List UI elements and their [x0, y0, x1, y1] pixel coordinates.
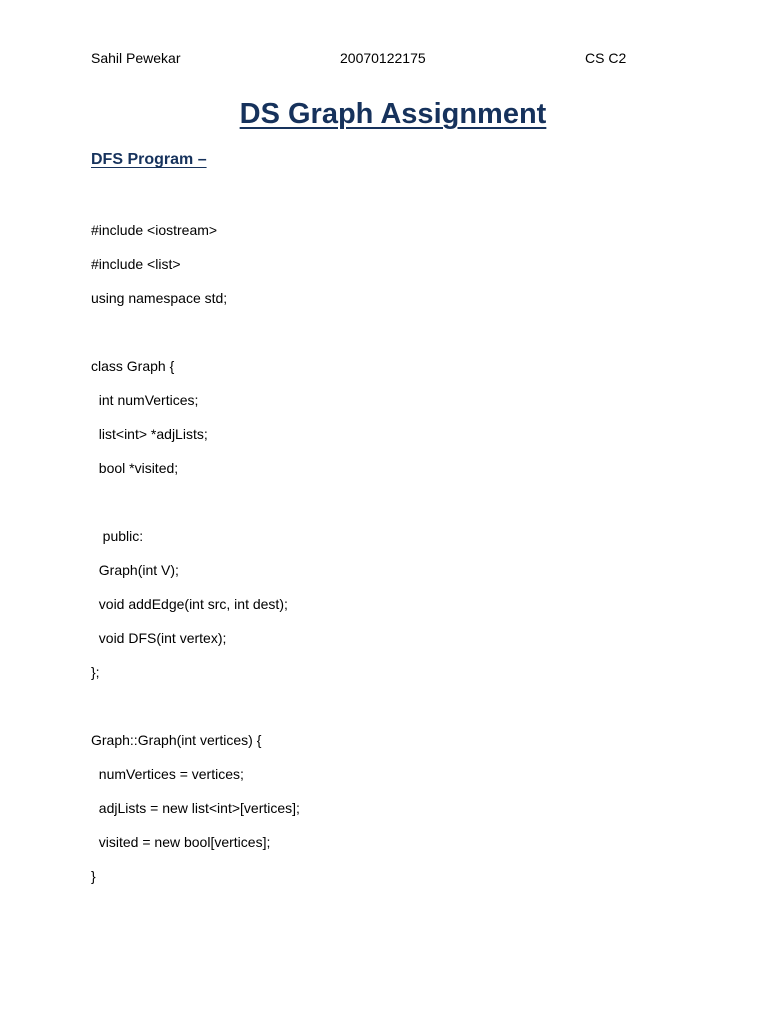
code-line: #include <iostream> [91, 222, 218, 238]
code-line: Graph(int V); [91, 562, 179, 578]
code-line: Graph::Graph(int vertices) { [91, 732, 262, 748]
student-id: 20070122175 [340, 50, 426, 66]
code-line: } [91, 868, 96, 884]
code-line: }; [91, 664, 100, 680]
student-name: Sahil Pewekar [91, 50, 181, 66]
code-line: visited = new bool[vertices]; [91, 834, 271, 850]
code-line: void DFS(int vertex); [91, 630, 227, 646]
code-line: public: [91, 528, 144, 544]
code-line: void addEdge(int src, int dest); [91, 596, 288, 612]
code-line: bool *visited; [91, 460, 179, 476]
code-line: adjLists = new list<int>[vertices]; [91, 800, 300, 816]
code-listing [91, 219, 300, 899]
code-line: numVertices = vertices; [91, 766, 244, 782]
code-line: int numVertices; [91, 392, 199, 408]
code-line: list<int> *adjLists; [91, 426, 208, 442]
section-heading: DFS Program – [91, 151, 207, 168]
code-line: class Graph { [91, 358, 175, 374]
code-line-blank [91, 321, 300, 355]
document-title: DS Graph Assignment [239, 98, 547, 130]
code-line: using namespace std; [91, 290, 228, 306]
class-section: CS C2 [585, 50, 627, 66]
code-line-blank [91, 491, 300, 525]
code-line-blank [91, 695, 300, 729]
code-line: #include <list> [91, 256, 181, 272]
